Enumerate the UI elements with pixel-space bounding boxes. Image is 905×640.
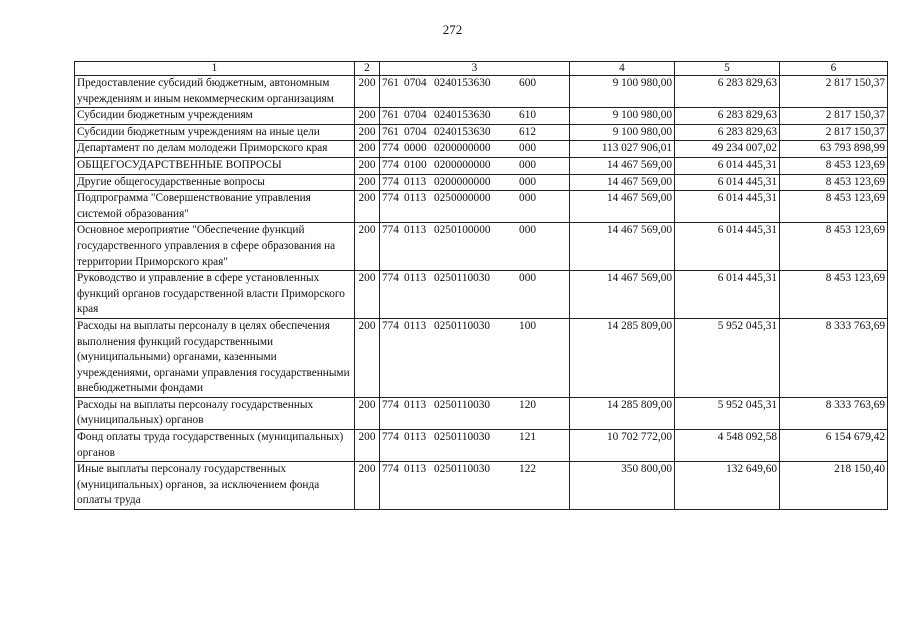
- row-classification-code: [380, 141, 570, 158]
- row-code-admin: 200: [355, 108, 380, 125]
- row-code-admin: 200: [355, 397, 380, 429]
- code-expense-type: 000: [519, 158, 536, 171]
- code-section: 0113: [404, 224, 427, 237]
- code-expense-type: 610: [519, 109, 536, 122]
- row-name: Расходы на выплаты персоналу государственных (муниципальных) органов: [75, 397, 355, 429]
- row-name: Руководство и управление в сфере установленных функций органов государственной власти Приморского края: [75, 271, 355, 319]
- table-row: [75, 174, 888, 191]
- code-ministry: 761: [382, 125, 399, 138]
- row-classification-code: [380, 430, 570, 462]
- code-ministry: 774: [382, 142, 399, 155]
- row-approved: 14 285 809,00: [570, 397, 675, 429]
- code-target: 0200000000: [434, 142, 491, 155]
- code-expense-type: 600: [519, 77, 536, 89]
- row-approved: 14 467 569,00: [570, 223, 675, 271]
- code-section: 0113: [404, 272, 427, 285]
- row-name: Предоставление субсидий бюджетным, автономным учреждениям и иным некоммерческим организациям: [75, 76, 355, 108]
- row-unexecuted: 2 817 150,37: [780, 76, 888, 108]
- row-unexecuted: 8 453 123,69: [780, 174, 888, 191]
- row-approved: 9 100 980,00: [570, 108, 675, 125]
- row-unexecuted: 8 453 123,69: [780, 191, 888, 223]
- header-col-6: 6: [780, 62, 888, 76]
- code-ministry: 774: [382, 319, 399, 332]
- row-code-admin: 200: [355, 462, 380, 510]
- code-expense-type: 000: [519, 272, 536, 285]
- row-classification-code: [380, 76, 570, 108]
- row-name: Фонд оплаты труда государственных (муниципальных) органов: [75, 430, 355, 462]
- row-name: Субсидии бюджетным учреждениям: [75, 108, 355, 125]
- row-code-admin: 200: [355, 191, 380, 223]
- row-approved: 14 467 569,00: [570, 174, 675, 191]
- row-classification-code: [380, 397, 570, 429]
- code-target: 0200000000: [434, 175, 491, 188]
- row-approved: 350 800,00: [570, 462, 675, 510]
- code-section: 0113: [404, 463, 427, 476]
- row-executed: 4 548 092,58: [675, 430, 780, 462]
- code-section: 0113: [404, 398, 427, 411]
- row-name: Расходы на выплаты персоналу в целях обеспечения выполнения функций государственными (муниципальными) органами, казенными учреждениями, органами управления государственными внебюджетными фондами: [75, 318, 355, 397]
- budget-table: [74, 61, 888, 510]
- row-classification-code: [380, 318, 570, 397]
- code-section: 0113: [404, 192, 427, 205]
- code-ministry: 774: [382, 192, 399, 205]
- table-row: [75, 191, 888, 223]
- row-code-admin: 200: [355, 223, 380, 271]
- code-ministry: 774: [382, 398, 399, 411]
- row-code-admin: 200: [355, 174, 380, 191]
- row-name: Основное мероприятие "Обеспечение функций государственного управления в сфере образования на территории Приморского края": [75, 223, 355, 271]
- code-ministry: 761: [382, 109, 399, 122]
- code-target: 0250000000: [434, 192, 491, 205]
- page-number: 272: [442, 22, 463, 37]
- code-ministry: 761: [382, 77, 399, 89]
- row-approved: 113 027 906,01: [570, 141, 675, 158]
- code-target: 0240153630: [434, 109, 491, 122]
- row-executed: 49 234 007,02: [675, 141, 780, 158]
- table-row: [75, 271, 888, 319]
- code-target: 0250110030: [434, 398, 491, 411]
- row-code-admin: 200: [355, 76, 380, 108]
- row-executed: 6 014 445,31: [675, 271, 780, 319]
- code-section: 0113: [404, 319, 427, 332]
- table-row: [75, 462, 888, 510]
- row-classification-code: [380, 223, 570, 271]
- code-ministry: 774: [382, 272, 399, 285]
- table-row: [75, 108, 888, 125]
- table-row: [75, 397, 888, 429]
- code-ministry: 774: [382, 224, 399, 237]
- row-name: Иные выплаты персоналу государственных (муниципальных) органов, за исключением фонда оплаты труда: [75, 462, 355, 510]
- code-target: 0240153630: [434, 77, 491, 89]
- row-unexecuted: 63 793 898,99: [780, 141, 888, 158]
- code-section: 0704: [404, 125, 427, 138]
- row-name: Департамент по делам молодежи Приморского края: [75, 141, 355, 158]
- header-col-4: 4: [570, 62, 675, 76]
- row-unexecuted: 2 817 150,37: [780, 108, 888, 125]
- row-classification-code: [380, 157, 570, 174]
- row-executed: 5 952 045,31: [675, 397, 780, 429]
- row-executed: 6 014 445,31: [675, 174, 780, 191]
- row-unexecuted: 8 453 123,69: [780, 271, 888, 319]
- code-ministry: 774: [382, 463, 399, 476]
- code-target: 0250110030: [434, 272, 491, 285]
- row-unexecuted: 6 154 679,42: [780, 430, 888, 462]
- row-approved: 9 100 980,00: [570, 124, 675, 141]
- code-ministry: 774: [382, 431, 399, 444]
- code-target: 0250100000: [434, 224, 491, 237]
- row-approved: 14 285 809,00: [570, 318, 675, 397]
- code-expense-type: 122: [519, 463, 536, 476]
- row-approved: 14 467 569,00: [570, 271, 675, 319]
- code-expense-type: 000: [519, 175, 536, 188]
- row-executed: 6 014 445,31: [675, 191, 780, 223]
- row-approved: 10 702 772,00: [570, 430, 675, 462]
- code-ministry: 774: [382, 175, 399, 188]
- code-section: 0100: [404, 158, 427, 171]
- row-approved: 14 467 569,00: [570, 157, 675, 174]
- row-executed: 6 283 829,63: [675, 124, 780, 141]
- row-classification-code: [380, 124, 570, 141]
- table-row: [75, 76, 888, 108]
- row-approved: 14 467 569,00: [570, 191, 675, 223]
- table-row: [75, 318, 888, 397]
- row-name: Субсидии бюджетным учреждениям на иные цели: [75, 124, 355, 141]
- code-target: 0200000000: [434, 158, 491, 171]
- code-expense-type: 000: [519, 192, 536, 205]
- table-row: [75, 124, 888, 141]
- code-target: 0250110030: [434, 431, 491, 444]
- code-expense-type: 121: [519, 431, 536, 444]
- code-target: 0250110030: [434, 463, 491, 476]
- table-row: [75, 430, 888, 462]
- row-classification-code: [380, 174, 570, 191]
- row-name: Другие общегосударственные вопросы: [75, 174, 355, 191]
- row-classification-code: [380, 462, 570, 510]
- header-col-2: 2: [355, 62, 380, 76]
- code-section: 0000: [404, 142, 427, 155]
- code-expense-type: 100: [519, 319, 536, 332]
- row-executed: 6 014 445,31: [675, 157, 780, 174]
- header-col-3: 3: [380, 62, 570, 76]
- code-section: 0113: [404, 175, 427, 188]
- code-section: 0704: [404, 77, 427, 89]
- code-section: 0704: [404, 109, 427, 122]
- row-unexecuted: 218 150,40: [780, 462, 888, 510]
- table-body: [75, 62, 888, 510]
- code-target: 0250110030: [434, 319, 491, 332]
- table-row: [75, 157, 888, 174]
- code-ministry: 774: [382, 158, 399, 171]
- code-expense-type: 120: [519, 398, 536, 411]
- code-expense-type: 612: [519, 125, 536, 138]
- row-executed: 6 283 829,63: [675, 108, 780, 125]
- row-name: Подпрограмма "Совершенствование управления системой образования": [75, 191, 355, 223]
- row-code-admin: 200: [355, 318, 380, 397]
- code-section: 0113: [404, 431, 427, 444]
- row-code-admin: 200: [355, 157, 380, 174]
- row-unexecuted: 8 453 123,69: [780, 157, 888, 174]
- code-target: 0240153630: [434, 125, 491, 138]
- table-row: [75, 141, 888, 158]
- row-code-admin: 200: [355, 141, 380, 158]
- row-unexecuted: 8 453 123,69: [780, 223, 888, 271]
- row-code-admin: 200: [355, 124, 380, 141]
- row-classification-code: [380, 108, 570, 125]
- row-unexecuted: 2 817 150,37: [780, 124, 888, 141]
- row-executed: 6 014 445,31: [675, 223, 780, 271]
- code-expense-type: 000: [519, 142, 536, 155]
- row-name: ОБЩЕГОСУДАРСТВЕННЫЕ ВОПРОСЫ: [75, 157, 355, 174]
- table-row: [75, 223, 888, 271]
- row-code-admin: 200: [355, 271, 380, 319]
- header-col-1: 1: [75, 62, 355, 76]
- row-executed: 132 649,60: [675, 462, 780, 510]
- row-classification-code: [380, 191, 570, 223]
- code-expense-type: 000: [519, 224, 536, 237]
- header-col-5: 5: [675, 62, 780, 76]
- row-unexecuted: 8 333 763,69: [780, 397, 888, 429]
- row-classification-code: [380, 271, 570, 319]
- row-approved: 9 100 980,00: [570, 76, 675, 108]
- table-header-row: [75, 62, 888, 76]
- row-executed: 5 952 045,31: [675, 318, 780, 397]
- row-executed: 6 283 829,63: [675, 76, 780, 108]
- row-code-admin: 200: [355, 430, 380, 462]
- row-unexecuted: 8 333 763,69: [780, 318, 888, 397]
